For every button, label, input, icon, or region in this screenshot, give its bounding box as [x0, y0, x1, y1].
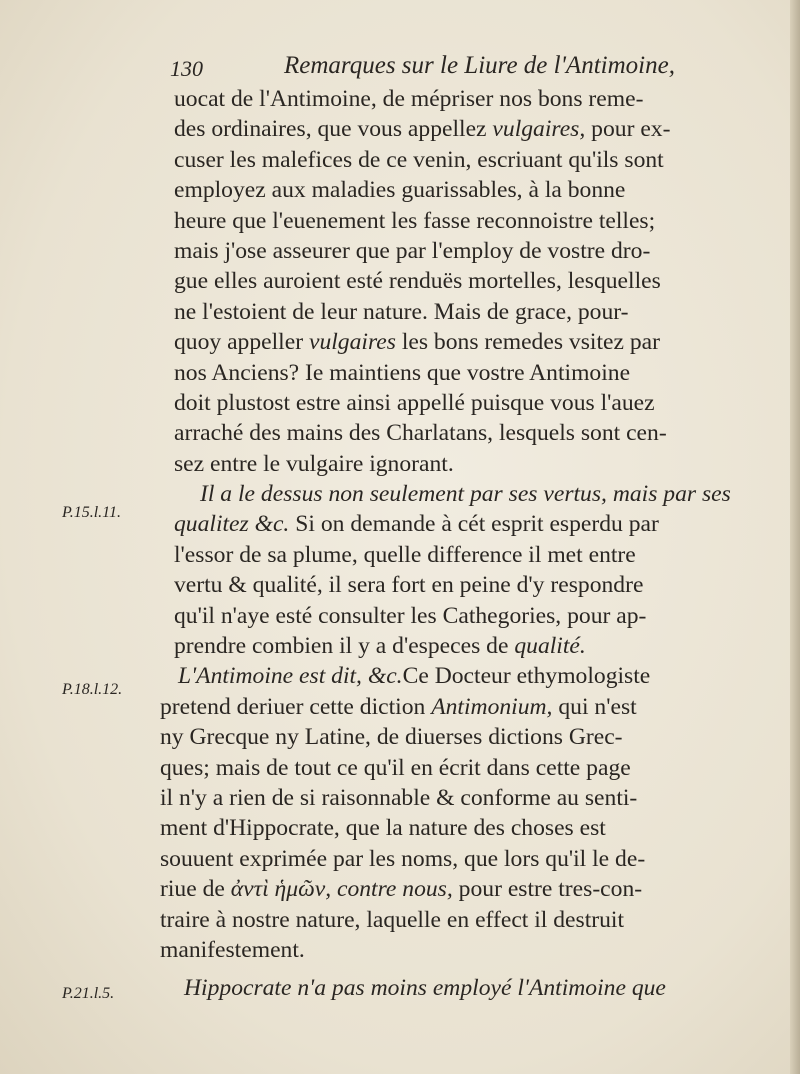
text-line: doit plustost estre ainsi appellé puisque vous l'auez — [174, 389, 655, 416]
text-line: Hippocrate n'a pas moins employé l'Antimoine que — [184, 975, 666, 1002]
page-number: 130 — [170, 56, 203, 81]
margin-note: P.18.l.12. — [62, 681, 123, 698]
text-segment: pour estre tres-con- — [458, 876, 643, 903]
text-line: ny Grecque ny Latine, de diuerses dictions Grec- — [160, 724, 623, 751]
text-line: il n'y a rien de si raisonnable & conforme au senti- — [160, 784, 638, 811]
text-line: Il a le dessus non seulement par ses vertus, mais par ses — [200, 481, 731, 508]
text-line: vertu & qualité, il sera fort en peine d'y respondre — [174, 572, 644, 599]
margin-note: P.21.l.5. — [62, 985, 115, 1002]
page-header — [170, 52, 690, 86]
italic-quote: L'Antimoine est dit, &c. — [178, 663, 403, 690]
italic-term: qualité. — [514, 633, 586, 660]
text-line: ne l'estoient de leur nature. Mais de grace, pour- — [174, 298, 629, 325]
text-line — [148, 509, 738, 539]
text-segment: pour ex- — [591, 116, 671, 143]
text-line: arraché des mains des Charlatans, lesquels sont cen- — [174, 420, 667, 447]
text-segment: des ordinaires, que vous appellez — [174, 116, 487, 143]
text-line: cuser les malefices de ce venin, escriuant qu'ils sont — [174, 146, 664, 173]
text-line: uocat de l'Antimoine, de mépriser nos bons reme- — [174, 86, 644, 112]
text-line: gue elles auroient esté renduës mortelles, lesquelles — [174, 268, 661, 295]
text-line: ques; mais de tout ce qu'il en écrit dans cette page — [160, 754, 631, 781]
italic-quote: qualitez &c. — [174, 511, 290, 538]
text-line — [148, 631, 738, 661]
text-line: mais j'ose asseurer que par l'employ de vostre dro- — [174, 237, 651, 264]
page-edge — [790, 0, 800, 1074]
text-line — [148, 692, 738, 722]
text-line — [148, 874, 738, 904]
text-line: heure que l'euenement les fasse reconnoistre telles; — [174, 207, 656, 234]
text-line: manifestement. — [160, 936, 305, 963]
text-line — [148, 661, 738, 691]
text-segment: riue de — [160, 876, 225, 903]
text-line — [148, 114, 738, 144]
text-line: ment d'Hippocrate, que la nature des choses est — [160, 815, 606, 842]
running-title: Remarques sur le Liure de l'Antimoine, — [284, 52, 675, 79]
body-text — [148, 84, 738, 1004]
italic-term: vulgaires — [308, 329, 396, 356]
text-segment: Ce Docteur ethymologiste — [402, 663, 651, 690]
text-line: l'essor de sa plume, quelle difference il met entre — [174, 541, 636, 568]
text-line: nos Anciens? Ie maintiens que vostre Antimoine — [174, 359, 631, 386]
text-segment: quoy appeller — [174, 329, 304, 356]
text-segment: les bons remedes vsitez par — [401, 329, 660, 356]
greek-phrase: ἀντὶ ἡμῶν, contre nous, — [230, 876, 453, 903]
text-line: traire à nostre nature, laquelle en effect il destruit — [160, 906, 625, 933]
italic-term: Antimonium, — [431, 693, 553, 720]
text-line: souuent exprimée par les noms, que lors qu'il le de- — [160, 845, 646, 872]
italic-term: vulgaires, — [492, 116, 586, 143]
text-line: qu'il n'aye esté consulter les Cathegories, pour ap- — [174, 602, 647, 629]
text-line: sez entre le vulgaire ignorant. — [174, 450, 454, 477]
text-segment: pretend deriuer cette diction — [160, 693, 426, 720]
text-segment: prendre combien il y a d'especes de — [174, 633, 509, 660]
margin-note: P.15.l.11. — [62, 504, 121, 521]
text-segment: Si on demande à cét esprit esperdu par — [295, 511, 659, 538]
text-segment: qui n'est — [558, 693, 637, 720]
text-line: employez aux maladies guarissables, à la bonne — [174, 177, 626, 204]
text-line — [148, 327, 738, 357]
